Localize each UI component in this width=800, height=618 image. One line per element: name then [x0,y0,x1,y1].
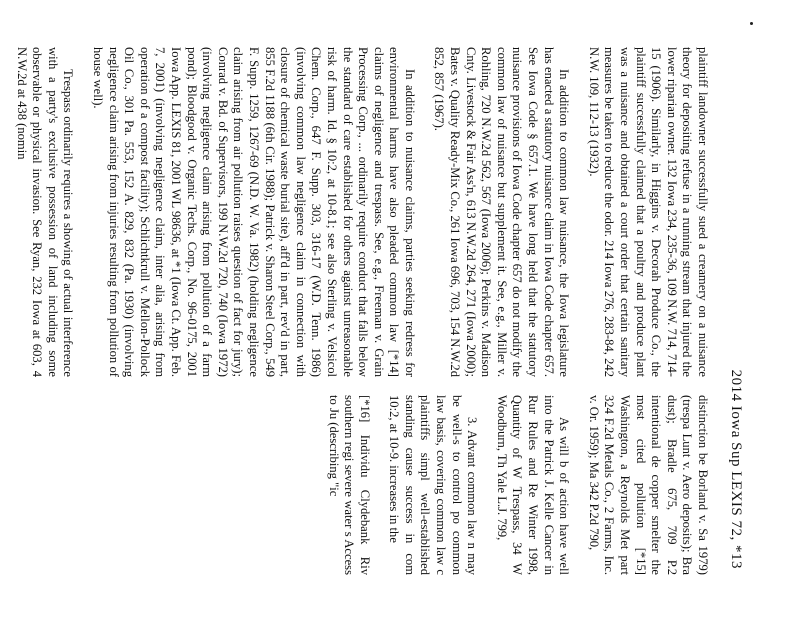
paragraph: [*16] Individu Clydebank Riv southern regi severe water s Access to Ju (describing "ic [326,395,372,575]
paragraph: In addition to nuisance claims, parties seeking redress for environmental harms have also pleaded common law [*14] claims of negligence and trespass. See, e.g., Freeman v. Grain Processing Corp., ... ordinarily require conduct that falls below the standard of care established for others against unreasonable risk of harm. Id. § 10:2, at 10-8.1; see also Sterling v. Velsicol Chem. Corp., 647 F. Supp. 303, 316-17 (W.D. Tenn. 1986) (involving common law negligence claim in connection with closure of chemical waste burial site), aff'd in part, rev'd in part, 855 F.2d 1188 (6th Cir. 1988); Patrick v. Sharon Steel Corp., 549 F. Supp. 1259, 1267-69 (N.D. W. Va. 1982) (holding negligence claim arising from air pollution raises question of fact for jury); Conrad v. Bd. of Supervisors, 199 N.W.2d 720, 740 (Iowa 1972) (involving negligence claim arising from pollution of a farm pond); Bloodgood v. Organic Techs. Corp., No. 96-0175, 2001 Iowa App. LEXIS 81, 2001 WL 98636, at *1 (Iowa Ct. App. Feb. 7, 2001) (involving negligence claim, inter alia, arising from operation of a compost facility); Schlichtkrull v. Mellon-Pollock Oil Co., 301 Pa. 553, 152 A. 829, 832 (Pa. 1930) (involving negligence claim arising from injuries resulting from pollution of house well). [91,47,417,377]
paragraph: distinction be Borland v. Sa 1979) (trespa Lunt v. Aero deposits); Bra dust); Bradle 675, 709 P.2 intentional de copper smelter the most cited pollution [*15] Washington, a Reynolds Met part 324 F.2d Metals Co., 2 Farms, Inc. v. Or. 1959); Ma 342 P.2d 790, [586,395,710,575]
scan-speck [750,22,753,25]
running-header [727,49,744,569]
header-citation: 2014 Iowa Sup LEXIS 72, *13 [728,369,744,569]
paragraph: plaintiff landowner successfully sued a creamery on a nuisance theory for depositing refuse in a running stream that injured the lower riparian owner. 132 Iowa 234, 235-36, 109 N.W. 714, 714-15 (1906). Similarly, in Higgins v. Decorah Produce Co., the plaintiff successfully claimed that a poultry and produce plant was a nuisance and obtained a court order that certain sanitary measures be taken to reduce the odor. 214 Iowa 276, 283-84, 242 N.W. 109, 112-13 (1932). [586,47,710,377]
paragraph: Trespass ordinarily requires a showing of actual interference with a party's exclusive possession of land including some observable or physical invasion. See Ryan, 232 Iowa at 603, 4 N.W.2d at 438 (nomin [14,47,76,377]
paragraph: 3. Advant common law n may be well-s to control po common law basis, covering common law c plaintiffs simpl well-established standing cause success in com 10:2, at 10-9. increases in the [387,395,480,575]
right-column [60,395,710,575]
paragraph: In addition to common law nuisance, the Iowa legislature has enacted a statutory nuisance claim in Iowa Code chapter 657. See Iowa Code § 657.1. We have long held that the statutory nuisance provisions of Iowa Code chapter 657 do not modify the common law of nuisance but supplement it. See, e.g., Miller v. Rohling, 720 N.W.2d 562, 567 (Iowa 2006); Perkins v. Madison Cnty. Livestock & Fair Ass'n, 613 N.W.2d 264, 271 (Iowa 2000); Bates v. Quality Ready-Mix Co., 261 Iowa 696, 703, 154 N.W.2d 852, 857 (1967). [432,47,572,377]
scanned-page [14,29,750,589]
paragraph: As will b of action have well into the Patrick J. Kelle Cancer in Rur Rules and Re Winter 1998, Quantity of W Trespass, 34 W Woodburn, Th Yale L.J. 799, [494,395,572,575]
left-column [0,47,710,377]
